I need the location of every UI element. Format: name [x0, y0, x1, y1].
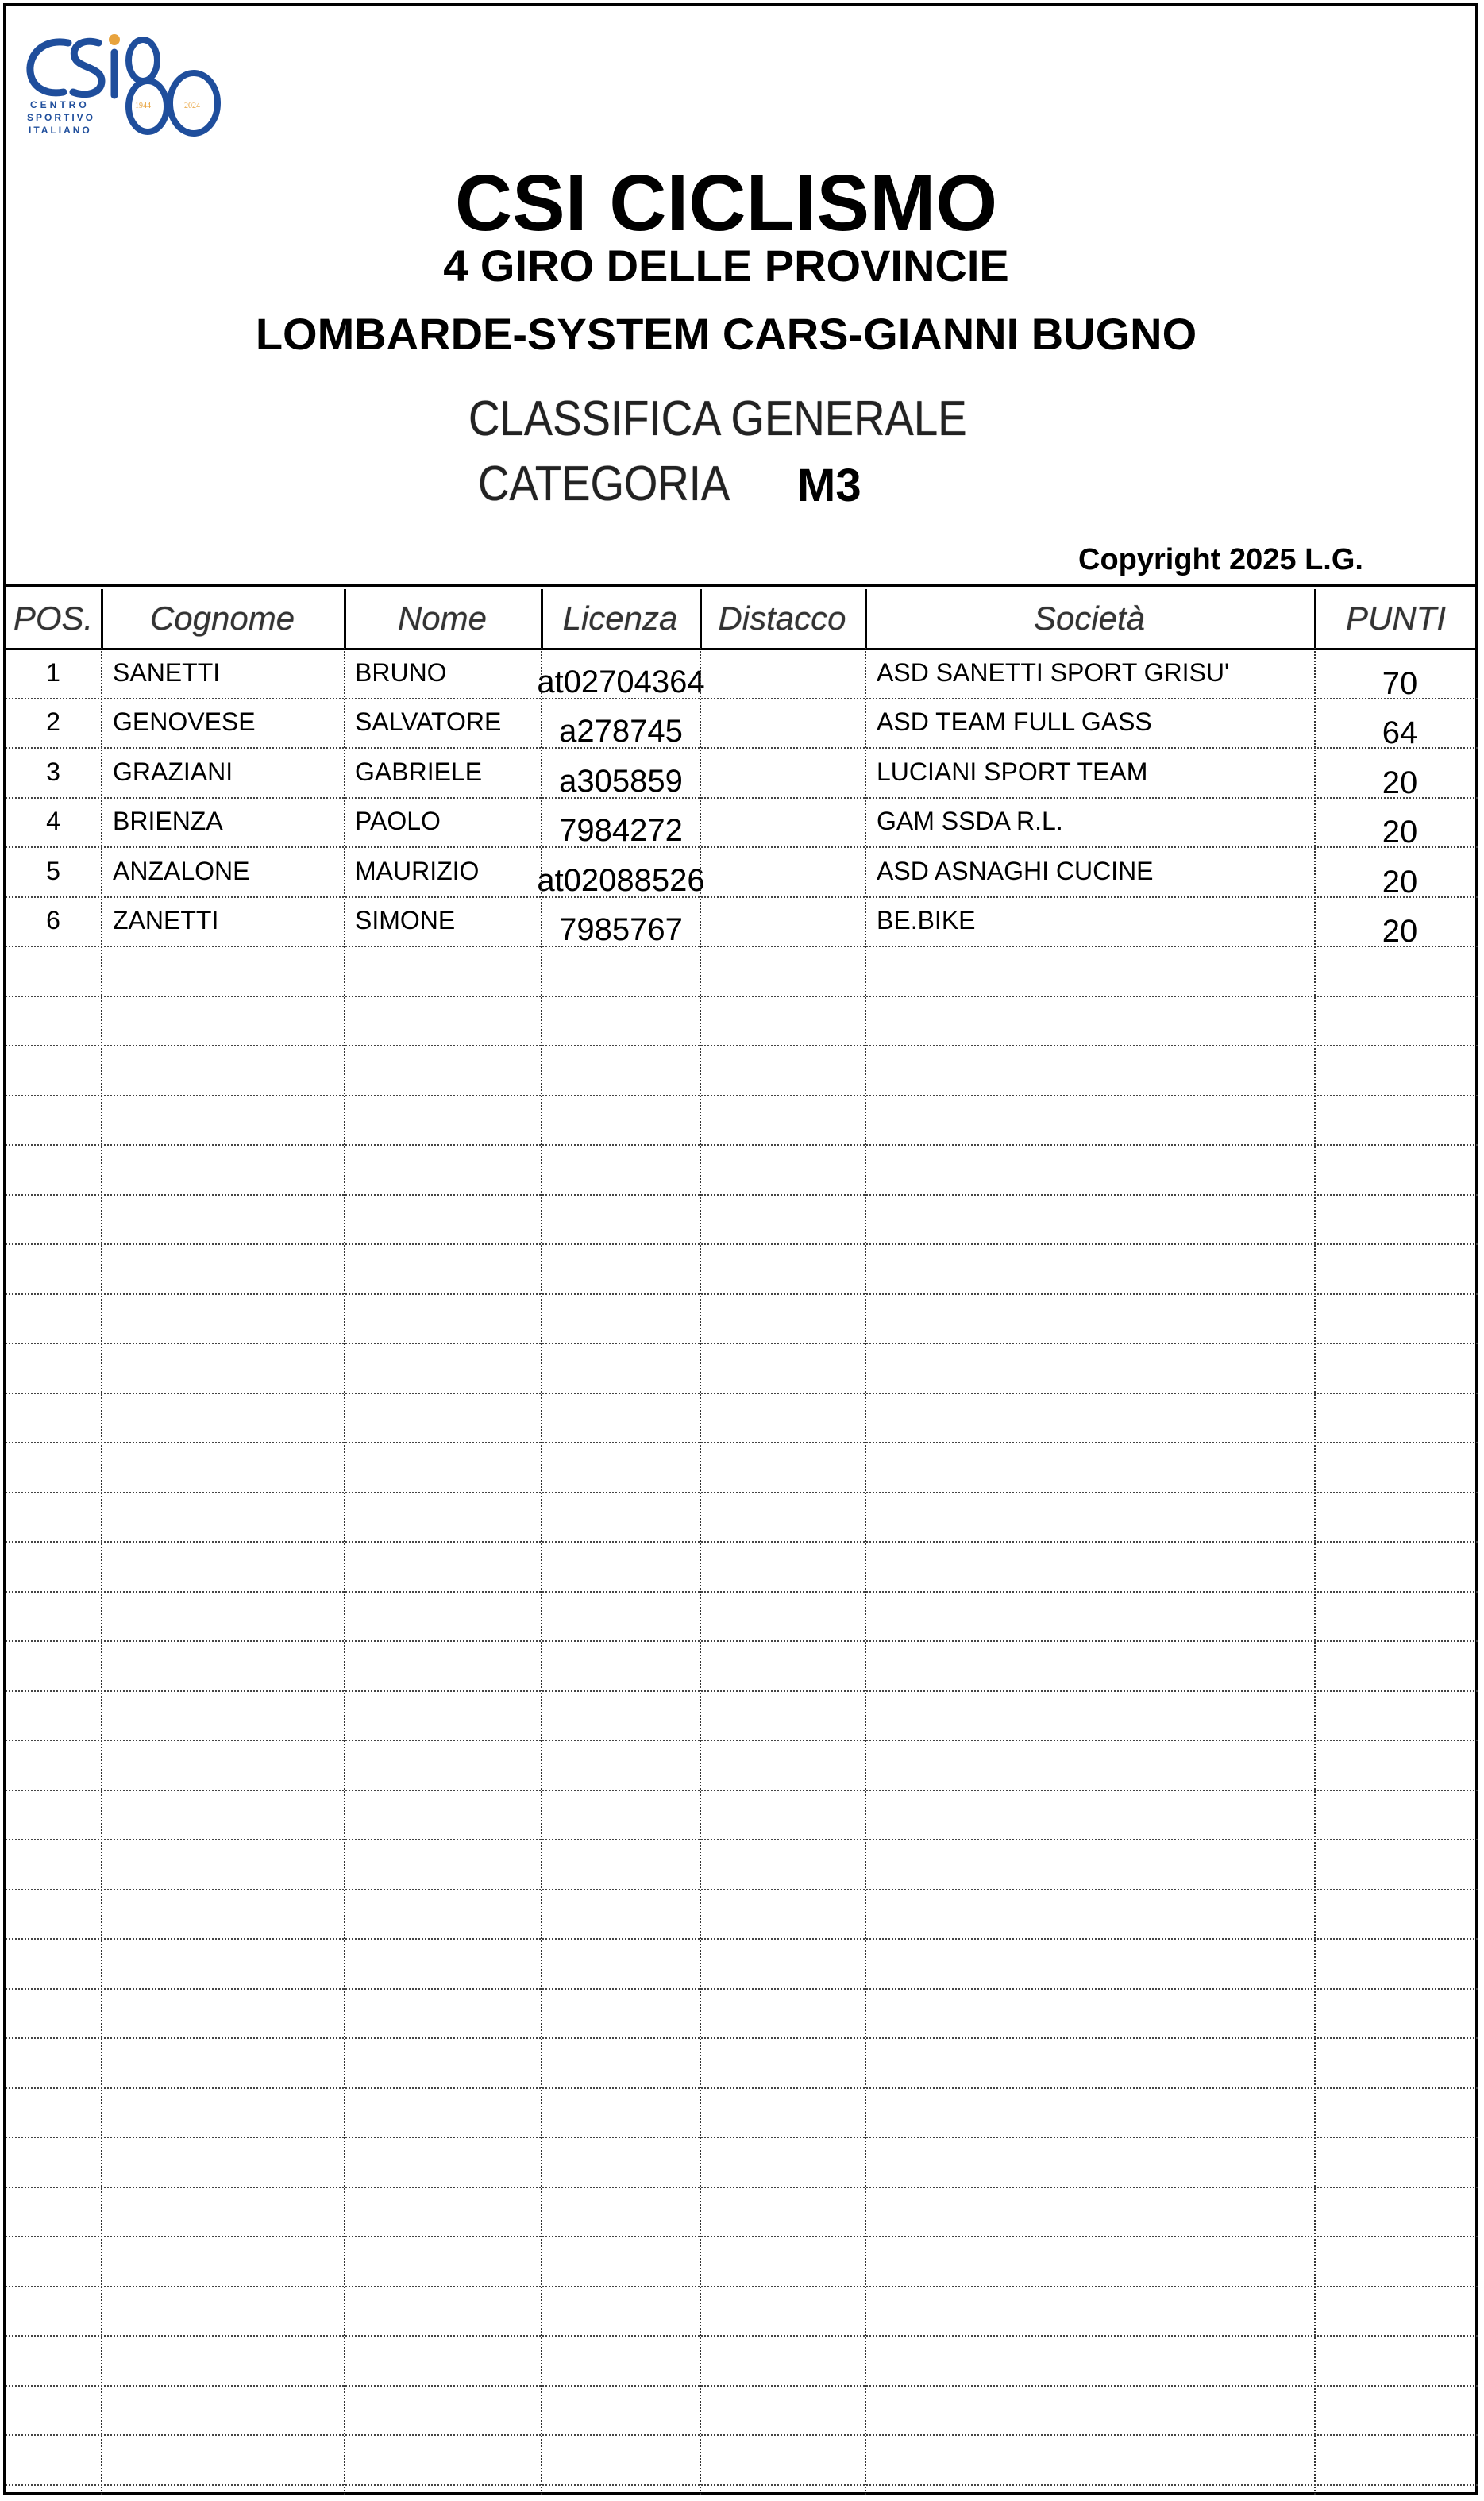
row-divider [6, 1393, 1478, 1394]
row-divider [6, 698, 1478, 699]
row-divider [6, 2286, 1478, 2287]
logo-text-line-1: CENTRO [30, 99, 90, 110]
cell-pos: 4 [46, 807, 60, 835]
header-nome: Nome [397, 599, 488, 637]
header-punti: PUNTI [1346, 599, 1446, 637]
row-divider [6, 2385, 1478, 2387]
row-divider [6, 1045, 1478, 1046]
column-divider [101, 648, 102, 2495]
row-divider [6, 1144, 1478, 1146]
header-column-divider [700, 589, 702, 648]
cell-societa: ASD TEAM FULL GASS [877, 707, 1152, 736]
row-divider [6, 1442, 1478, 1443]
cell-cognome: SANETTI [113, 657, 221, 687]
copyright-notice: Copyright 2025 L.G. [1078, 543, 1363, 576]
results-table [6, 589, 1478, 2495]
logo-i-dot [109, 34, 120, 45]
event-sponsor-line: LOMBARDE-SYSTEM CARS-GIANNI BUGNO [255, 309, 1197, 359]
row-divider [6, 1740, 1478, 1741]
logo-text-line-2: SPORTIVO [27, 112, 96, 123]
header-bottom-border [6, 648, 1478, 650]
column-divider [344, 648, 345, 2495]
cell-licenza: 7984272 [559, 813, 683, 848]
row-divider [6, 1293, 1478, 1295]
header-column-divider [865, 589, 867, 648]
row-divider [6, 2434, 1478, 2436]
cell-licenza: a278745 [559, 714, 683, 749]
column-divider [865, 648, 866, 2495]
cell-nome: GABRIELE [355, 757, 483, 786]
header-column-divider [101, 589, 103, 648]
logo-year-end: 2024 [184, 102, 200, 110]
cell-punti: 20 [1382, 815, 1418, 850]
cell-nome: MAURIZIO [355, 856, 480, 885]
logo-text-line-3: ITALIANO [29, 125, 92, 136]
cell-pos: 2 [46, 707, 60, 736]
table-header [6, 589, 1478, 648]
cell-punti: 64 [1382, 715, 1418, 750]
cell-societa: ASD ASNAGHI CUCINE [877, 856, 1154, 885]
cell-cognome: GRAZIANI [113, 757, 233, 786]
csi-80-logo [22, 29, 222, 140]
cell-nome: SIMONE [355, 906, 456, 935]
cell-punti: 70 [1382, 665, 1418, 701]
row-divider [6, 2335, 1478, 2337]
logo-c-mark [30, 42, 68, 93]
cell-cognome: ANZALONE [113, 856, 250, 885]
cell-pos: 1 [46, 657, 60, 687]
row-divider [6, 1640, 1478, 1642]
cell-licenza: 7985767 [559, 912, 683, 947]
logo-eight-top [129, 40, 157, 81]
row-divider [6, 2037, 1478, 2039]
row-divider [6, 1095, 1478, 1096]
row-divider [6, 2137, 1478, 2138]
cell-pos: 3 [46, 757, 60, 786]
row-divider [6, 797, 1478, 799]
column-divider [700, 648, 701, 2495]
header-societa: Società [1033, 599, 1146, 637]
column-divider [1314, 648, 1316, 2495]
cell-societa: ASD SANETTI SPORT GRISU' [877, 657, 1230, 687]
row-divider [6, 1839, 1478, 1840]
cell-pos: 6 [46, 906, 60, 935]
column-divider [541, 648, 542, 2495]
logo-s-mark [73, 41, 102, 94]
cell-nome: SALVATORE [355, 707, 502, 736]
event-subtitle: 4 GIRO DELLE PROVINCIE [443, 241, 1009, 291]
row-divider [6, 1243, 1478, 1245]
header-column-divider [541, 589, 543, 648]
row-divider [6, 2236, 1478, 2237]
cell-cognome: GENOVESE [113, 707, 256, 736]
cell-punti: 20 [1382, 914, 1418, 949]
row-divider [6, 1938, 1478, 1940]
cell-licenza: a305859 [559, 763, 683, 799]
cell-nome: PAOLO [355, 807, 441, 835]
cell-cognome: ZANETTI [113, 906, 219, 935]
cell-cognome: BRIENZA [113, 807, 223, 835]
row-divider [6, 1343, 1478, 1344]
row-divider [6, 996, 1478, 997]
cell-societa: LUCIANI SPORT TEAM [877, 757, 1148, 786]
header-column-divider [1314, 589, 1316, 648]
table-row [6, 896, 1478, 949]
header-pos: POS. [13, 599, 94, 637]
row-divider [6, 747, 1478, 749]
cell-pos: 5 [46, 856, 60, 885]
header-column-divider [344, 589, 346, 648]
header-distacco: Distacco [718, 599, 846, 637]
row-divider [6, 896, 1478, 898]
cell-punti: 20 [1382, 864, 1418, 900]
cell-nome: BRUNO [355, 657, 447, 687]
cell-societa: BE.BIKE [877, 906, 976, 935]
row-divider [6, 1541, 1478, 1543]
row-divider [6, 2484, 1478, 2486]
table-row [6, 648, 1478, 701]
row-divider [6, 1790, 1478, 1791]
cell-societa: GAM SSDA R.L. [877, 807, 1063, 835]
page-title: CSI CICLISMO [454, 159, 998, 248]
category-label: CATEGORIA [478, 457, 730, 511]
table-row [6, 797, 1478, 850]
row-divider [6, 846, 1478, 848]
table-row [6, 747, 1478, 800]
row-divider [6, 2087, 1478, 2089]
row-divider [6, 2187, 1478, 2188]
row-divider [6, 1690, 1478, 1692]
cell-licenza: at02704364 [537, 664, 705, 699]
classification-title: CLASSIFICA GENERALE [468, 391, 967, 446]
row-divider [6, 946, 1478, 947]
category-value: M3 [797, 460, 861, 511]
row-divider [6, 1591, 1478, 1593]
row-divider [6, 1889, 1478, 1890]
table-top-border [6, 584, 1478, 587]
cell-punti: 20 [1382, 765, 1418, 800]
header-licenza: Licenza [562, 599, 678, 637]
row-divider [6, 1492, 1478, 1493]
cell-licenza: at02088526 [537, 862, 705, 898]
row-divider [6, 1988, 1478, 1990]
logo-year-start: 1944 [135, 102, 151, 110]
row-divider [6, 1194, 1478, 1196]
table-row [6, 698, 1478, 748]
header-cognome: Cognome [149, 599, 295, 637]
table-row [6, 846, 1478, 900]
